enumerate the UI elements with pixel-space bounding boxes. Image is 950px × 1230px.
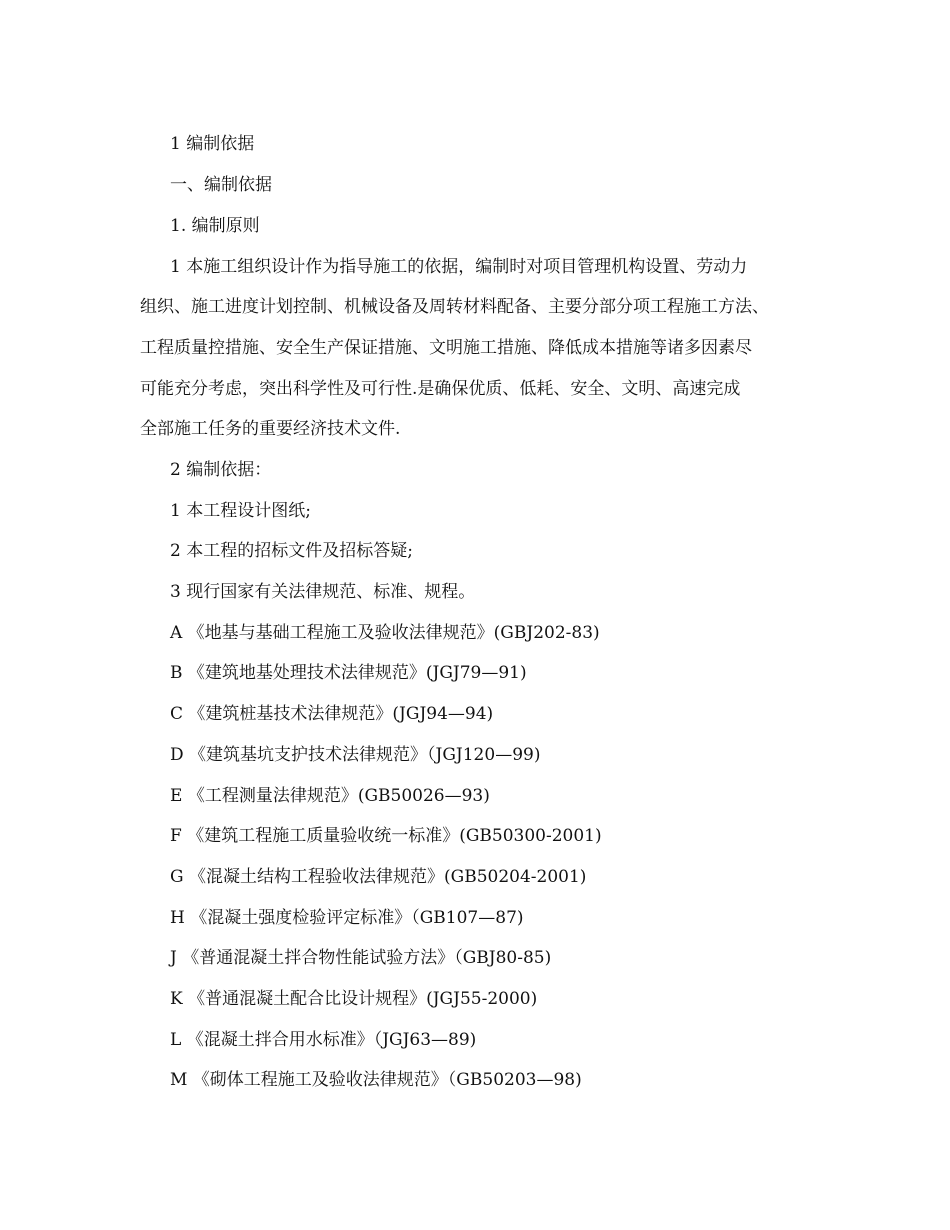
standard-item: D 《建筑基坑支护技术法律规范》（JGJ120—99) <box>170 745 541 765</box>
basis-heading: 2 编制依据： <box>170 460 272 480</box>
heading-subsection: 一、编制依据 <box>170 175 272 195</box>
principle-paragraph-line: 全部施工任务的重要经济技术文件. <box>140 419 401 439</box>
basis-item: 3 现行国家有关法律规范、标准、规程。 <box>170 582 476 602</box>
heading-principles: 1. 编制原则 <box>170 216 260 236</box>
principle-paragraph-line: 可能充分考虑，突出科学性及可行性.是确保优质、低耗、安全、文明、高速完成 <box>140 379 741 399</box>
principle-paragraph-line: 组织、施工进度计划控制、机械设备及周转材料配备、主要分部分项工程施工方法、 <box>140 297 769 317</box>
standard-item: C 《建筑桩基技术法律规范》(JGJ94—94) <box>170 704 494 724</box>
standard-item: K 《普通混凝土配合比设计规程》(JGJ55-2000) <box>170 989 538 1009</box>
basis-item: 1 本工程设计图纸; <box>170 501 311 521</box>
heading-section-1: 1 编制依据 <box>170 134 255 154</box>
standard-item: B 《建筑地基处理技术法律规范》(JGJ79—91) <box>170 663 527 683</box>
standard-item: M 《砌体工程施工及验收法律规范》（GB50203—98) <box>170 1070 582 1090</box>
standard-item: H 《混凝土强度检验评定标准》（GB107—87) <box>170 908 524 928</box>
principle-paragraph-line: 工程质量控措施、安全生产保证措施、文明施工措施、降低成本措施等诸多因素尽 <box>140 338 752 358</box>
standard-item: G 《混凝土结构工程验收法律规范》(GB50204-2001) <box>170 867 587 887</box>
principle-paragraph-line: 1 本施工组织设计作为指导施工的依据，编制时对项目管理机构设置、劳动力 <box>170 257 748 277</box>
basis-item: 2 本工程的招标文件及招标答疑; <box>170 541 413 561</box>
standard-item: J 《普通混凝土拌合物性能试验方法》（GBJ80-85) <box>170 948 552 968</box>
standard-item: F 《建筑工程施工质量验收统一标准》(GB50300-2001) <box>170 826 602 846</box>
standard-item: A 《地基与基础工程施工及验收法律规范》(GBJ202-83) <box>170 623 600 643</box>
standard-item: L 《混凝土拌合用水标准》（JGJ63—89) <box>170 1030 477 1050</box>
standard-item: E 《工程测量法律规范》(GB50026—93) <box>170 786 490 806</box>
